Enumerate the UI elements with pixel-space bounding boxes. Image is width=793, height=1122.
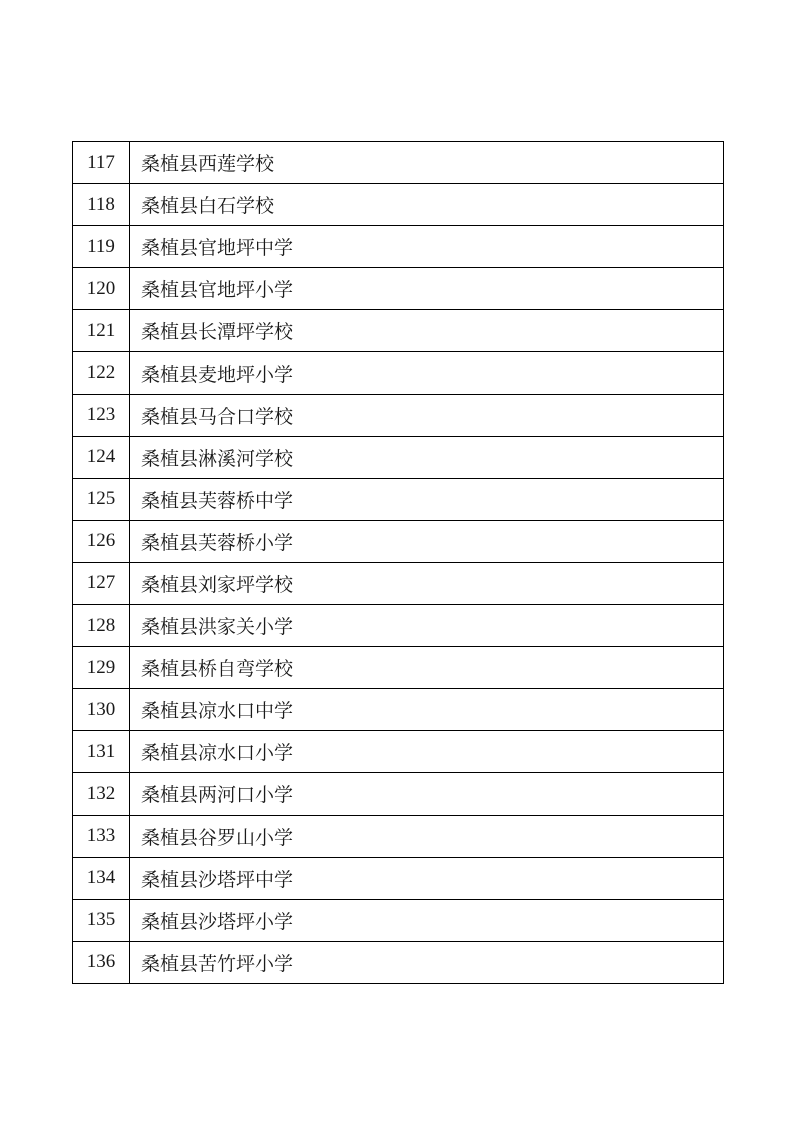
row-number: 126 [73, 520, 130, 562]
school-name: 桑植县长潭坪学校 [130, 310, 724, 352]
school-name: 桑植县官地坪小学 [130, 268, 724, 310]
table-row [73, 647, 724, 689]
row-number: 136 [73, 941, 130, 983]
school-name: 桑植县淋溪河学校 [130, 436, 724, 478]
row-number: 129 [73, 647, 130, 689]
row-number: 134 [73, 857, 130, 899]
school-name: 桑植县麦地坪小学 [130, 352, 724, 394]
row-number: 127 [73, 562, 130, 604]
table-row [73, 436, 724, 478]
school-name: 桑植县西莲学校 [130, 142, 724, 184]
school-name: 桑植县官地坪中学 [130, 226, 724, 268]
school-name: 桑植县芙蓉桥小学 [130, 520, 724, 562]
school-name: 桑植县两河口小学 [130, 773, 724, 815]
row-number: 128 [73, 605, 130, 647]
row-number: 121 [73, 310, 130, 352]
school-name: 桑植县沙塔坪中学 [130, 857, 724, 899]
school-list-table [72, 141, 724, 984]
table-row [73, 899, 724, 941]
row-number: 132 [73, 773, 130, 815]
table-row [73, 352, 724, 394]
row-number: 122 [73, 352, 130, 394]
school-name: 桑植县马合口学校 [130, 394, 724, 436]
row-number: 120 [73, 268, 130, 310]
school-name: 桑植县苦竹坪小学 [130, 941, 724, 983]
school-name: 桑植县凉水口小学 [130, 731, 724, 773]
table-row [73, 605, 724, 647]
school-name: 桑植县凉水口中学 [130, 689, 724, 731]
row-number: 131 [73, 731, 130, 773]
school-name: 桑植县刘家坪学校 [130, 562, 724, 604]
row-number: 130 [73, 689, 130, 731]
table-row [73, 857, 724, 899]
row-number: 123 [73, 394, 130, 436]
table-row [73, 310, 724, 352]
row-number: 119 [73, 226, 130, 268]
school-name: 桑植县桥自弯学校 [130, 647, 724, 689]
row-number: 133 [73, 815, 130, 857]
row-number: 125 [73, 478, 130, 520]
row-number: 117 [73, 142, 130, 184]
table-row [73, 268, 724, 310]
school-name: 桑植县谷罗山小学 [130, 815, 724, 857]
table-row [73, 689, 724, 731]
table-row [73, 520, 724, 562]
table-row [73, 562, 724, 604]
table-row [73, 478, 724, 520]
table-body [73, 142, 724, 984]
table-row [73, 142, 724, 184]
school-name: 桑植县洪家关小学 [130, 605, 724, 647]
table-row [73, 226, 724, 268]
table-row [73, 394, 724, 436]
table-row [73, 773, 724, 815]
table-row [73, 731, 724, 773]
school-name: 桑植县白石学校 [130, 184, 724, 226]
row-number: 135 [73, 899, 130, 941]
table-row [73, 184, 724, 226]
school-name: 桑植县沙塔坪小学 [130, 899, 724, 941]
school-name: 桑植县芙蓉桥中学 [130, 478, 724, 520]
row-number: 118 [73, 184, 130, 226]
table-row [73, 815, 724, 857]
table-row [73, 941, 724, 983]
row-number: 124 [73, 436, 130, 478]
